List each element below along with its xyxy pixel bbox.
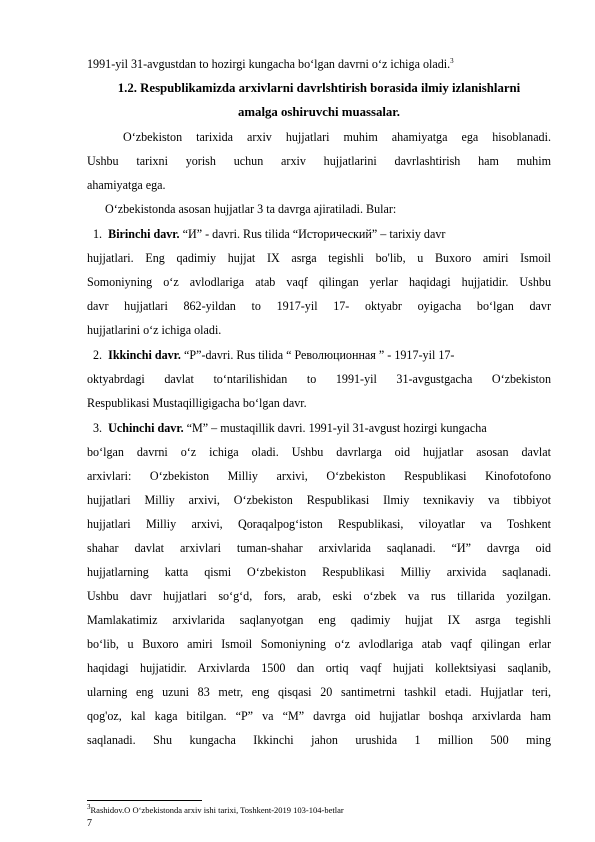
period-title: Uchinchi davr. (108, 421, 184, 435)
period-1-line: davr hujjatlari 862-yildan to 1917-yil 17- oktyabr oyigacha bo‘lgan davr (87, 299, 551, 313)
period-1-line: Somoniyning o‘z avlodlariga atab vaqf qilingan yerlar haqidagi hujjatidir. Ushbu (87, 275, 551, 289)
footnote-divider (87, 800, 202, 801)
period-3-line: arxivlari: O‘zbekiston Milliy arxivi, O‘zbekiston Respublikasi Kinofotofono (87, 469, 551, 483)
period-number: 3. (93, 421, 103, 435)
top-line-text: 1991-yil 31-avgustdan to hozirgi kungacha bo‘lgan davrni o‘z ichiga oladi. (87, 57, 451, 71)
period-2-heading (93, 347, 557, 363)
period-3-line: saqlanadi. Shu kungacha Ikkinchi jahon urushida 1 million 500 ming (87, 733, 551, 747)
period-number: 1. (93, 227, 103, 241)
period-title: Birinchi davr. (108, 227, 180, 241)
period-3-line: hujjatlarning katta qismi O‘zbekiston Respublikasi Milliy arxivida saqlanadi. (87, 565, 551, 579)
period-intro: “М” – mustaqillik davri. 1991-yil 31-avgust hozirgi kungacha (183, 421, 487, 435)
period-1-line: hujjatlarini o‘z ichiga oladi. (87, 323, 222, 337)
period-number: 2. (93, 348, 103, 362)
period-3-line: hujjatlari Milliy arxivi, Qoraqalpog‘iston Respublikasi, viloyatlar va Toshkent (87, 517, 551, 531)
footnote (87, 805, 344, 816)
footnote-text: Rashidov.O O‘zbekistonda arxiv ishi tarixi, Toshkent-2019 103-104-betlar (90, 805, 344, 815)
period-3-line: ularning eng uzuni 83 metr, eng qisqasi 20 santimetrni tashkil etadi. Hujjatlar teri, (87, 685, 551, 699)
period-intro: “Р”-davri. Rus tilida “ Революционная ” - 1917-yil 17- (180, 348, 455, 362)
period-3-heading (93, 420, 557, 436)
period-3-line: shahar davlat arxivlari tuman-shahar arxivlarida saqlanadi. “И” davrga oid (87, 541, 551, 555)
period-3-line: qog'oz, kal kaga bitilgan. “Р” va “М” davrga oid hujjatlar boshqa arxivlarda ham (87, 709, 551, 723)
period-2-line: Respublikasi Mustaqilligigacha bo‘lgan davr. (87, 396, 307, 410)
period-3-line: hujjatlari Milliy arxivi, O‘zbekiston Respublikasi Ilmiy texnikaviy va tibbiyot (87, 493, 551, 507)
intro-line: O‘zbekistonda asosan hujjatlar 3 ta davrga ajiratiladi. Bular: (105, 202, 397, 216)
intro-line: ahamiyatga ega. (87, 178, 166, 192)
period-3-line: Mamlakatimiz arxivlarida saqlanyotgan eng qadimiy hujjat IX asrga tegishli (87, 613, 551, 627)
page-number: 7 (87, 818, 92, 829)
footnote-reference: 3 (450, 56, 454, 65)
section-heading-line-1: 1.2. Respublikamizda arxivlarni davrlshtirish borasida ilmiy izlanishlarni (117, 81, 521, 95)
period-1-line: hujjatlari. Eng qadimiy hujjat IX asrga tegishli bo'lib, u Buxoro amiri Ismoil (87, 251, 551, 265)
intro-line: Ushbu tarixni yorish uchun arxiv hujjatlarini davrlashtirish ham muhim (87, 154, 551, 168)
period-intro: “И” - davri. Rus tilida “Исторический” – tarixiy davr (179, 227, 446, 241)
footnote-mark: 3 (87, 803, 91, 812)
section-heading-line-2: amalga oshiruvchi muassalar. (238, 105, 400, 119)
period-3-line: bo‘lib, u Buxoro amiri Ismoil Somoniyning o‘z avlodlariga atab vaqf qilingan erlar (87, 637, 551, 651)
period-2-line: oktyabrdagi davlat to‘ntarilishidan to 1991-yil 31-avgustgacha O‘zbekiston (87, 372, 551, 386)
period-title: Ikkinchi davr. (108, 348, 181, 362)
period-3-line: haqidagi hujjatidir. Arxivlarda 1500 dan ortiq vaqf hujjati kollektsiyasi saqlanib, (87, 661, 551, 675)
top-line (87, 56, 551, 72)
intro-line: O‘zbekiston tarixida arxiv hujjatlari muhim ahamiyatga ega hisoblanadi. (123, 130, 551, 144)
period-3-line: Ushbu davr hujjatlari so‘g‘d, fors, arab, eski o‘zbek va rus tillarida yozilgan. (87, 589, 551, 603)
period-3-line: bo‘lgan davrni o‘z ichiga oladi. Ushbu davrlarga oid hujjatlar asosan davlat (87, 445, 551, 459)
period-1-heading (93, 226, 557, 242)
